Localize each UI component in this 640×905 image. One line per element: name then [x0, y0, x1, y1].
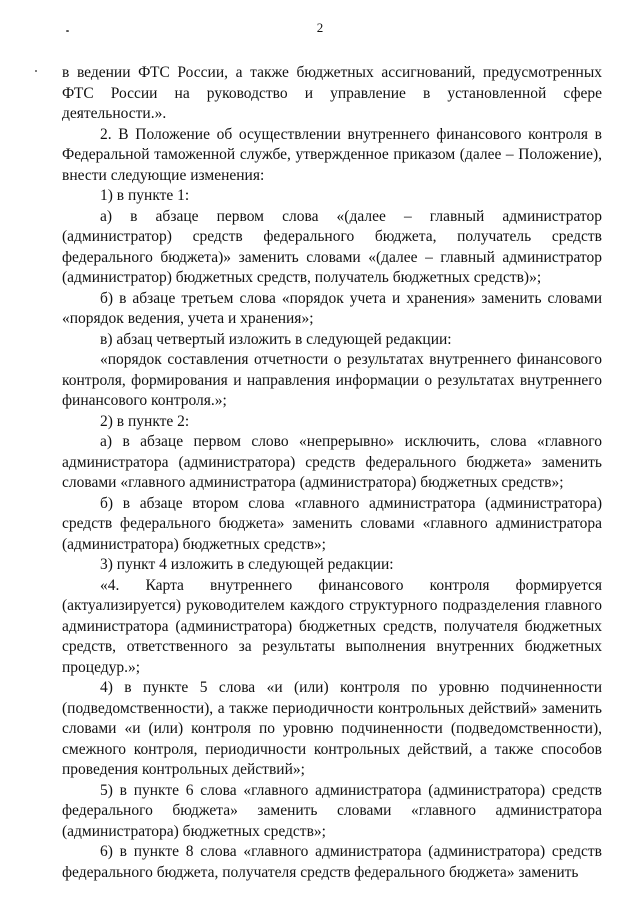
paragraph: (актуализируется) руководителем каждого структурного подразделения главного администратора (администратора) бюджетных средств, получателя бюджетных средств, ответственного за результаты выполнения внутренних бюджетных процедур.»;	[62, 597, 602, 676]
paragraph: 4) в пункте 5 слова «и (или) контроля по уровню подчиненности (подведомственности), а также периодичности контрольных действий» заменить словами «и (или) контроля по уровню подчиненности (подведомственности), смежного контроля, периодичности контрольных действий, а также способов проведения контрольных действий»;	[62, 679, 602, 778]
paragraph: б) в абзаце втором слова «главного администратора (администратора) средств федерального бюджета» заменить словами «главного администратора (администратора) бюджетных средств»;	[62, 494, 602, 553]
paragraph: 2) в пункте 2:	[100, 412, 190, 430]
paragraph: в) абзац четвертый изложить в следующей редакции:	[100, 330, 452, 348]
paragraph: «порядок составления отчетности о результатах внутреннего финансового контроля, формирования и направления информации о результатах внутреннего финансового контроля.»;	[62, 351, 602, 409]
paragraph: в ведении ФТС России, а также бюджетных ассигнований, предусмотренных ФТС России на руководство и управление в установленной сфере деятельности.».	[62, 64, 602, 122]
scan-speck-mark	[35, 70, 37, 72]
page-number: 2	[316, 20, 324, 35]
document-body	[62, 63, 602, 883]
paragraph: «4. Карта внутреннего финансового контроля формируется	[100, 576, 602, 594]
paragraph: 6) в пункте 8 слова «главного администратора (администратора) средств федерального бюджета, получателя средств федерального бюджета» заменить	[62, 843, 602, 881]
paragraph: а) в абзаце первом слова «(далее – главный администратор (администратор) средств федерального бюджета, получатель средств федерального бюджета)» заменить словами «(далее – главный администратор (администратор) бюджетных средств, получатель бюджетных средств)»;	[62, 207, 602, 286]
paragraph: 3) пункт 4 изложить в следующей редакции:	[100, 556, 394, 573]
paragraph: а) в абзаце первом слово «непрерывно» исключить, слова «главного администратора (администратора) средств федерального бюджета» заменить словами «главного администратора (администратора) бюджетных средств»;	[62, 433, 602, 491]
paragraph: 2. В Положение об осуществлении внутреннего финансового контроля в Федеральной таможенной службе, утвержденное приказом (далее – Положение), внести следующие изменения:	[62, 125, 602, 184]
paragraph: 1) в пункте 1:	[100, 187, 190, 204]
paragraph: б) в абзаце третьем слова «порядок учета и хранения» заменить словами «порядок ведения, учета и хранения»;	[62, 289, 602, 327]
paragraph: 5) в пункте 6 слова «главного администратора (администратора) средств федерального бюджета» заменить словами «главного администратора (администратора) бюджетных средств»;	[62, 781, 602, 840]
